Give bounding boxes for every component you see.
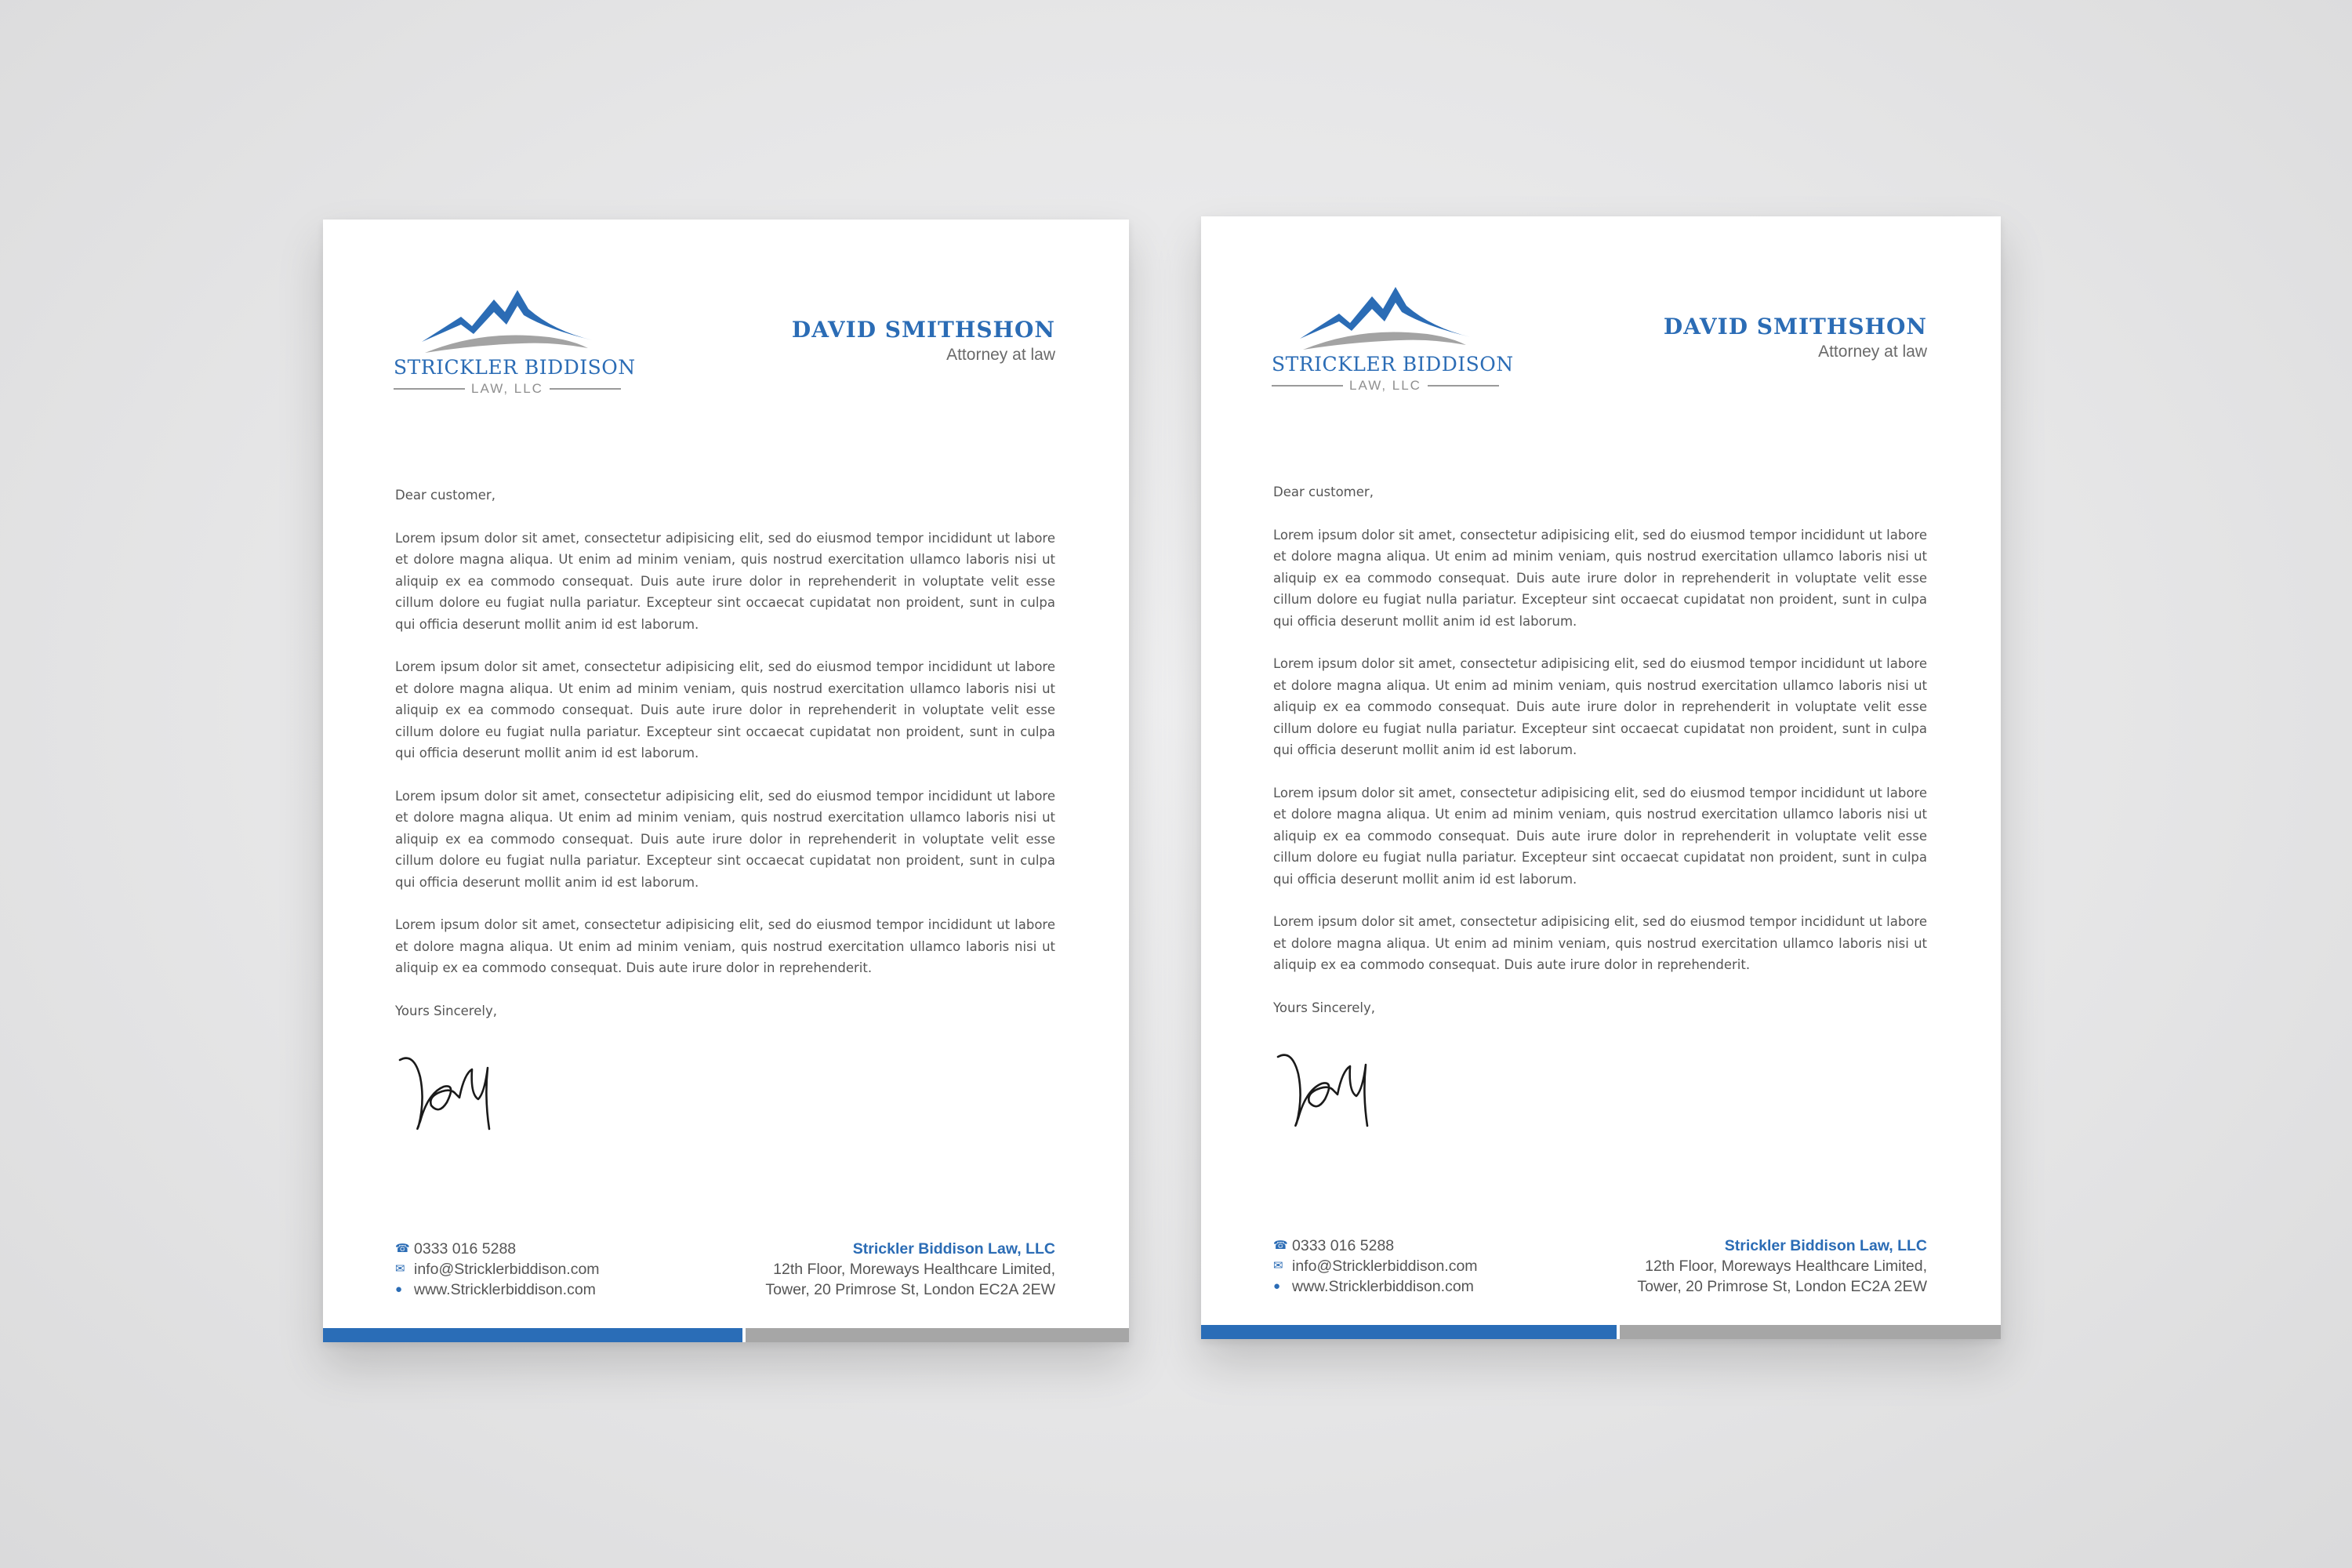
footer-bar-blue [1201, 1325, 1617, 1339]
letterhead-sheet-back [1201, 216, 2001, 1339]
logo-firm-name: STRICKLER BIDDISON [394, 356, 636, 379]
firm-logo [394, 285, 636, 396]
attorney-title: Attorney at law [1818, 343, 1927, 361]
logo-firm-subtitle [394, 381, 621, 397]
letter-paragraph: Lorem ipsum dolor sit amet, consectetur adipisicing elit, sed do eiusmod tempor incididunt ut labore et dolore magna aliqua. Ut enim ad minim veniam, quis nostrud exercitation ullamco laboris nisi ut aliquip ex ea commodo consequat. Duis aute irure dolor in reprehenderit in voluptate velit esse cillum dolore eu fugiat nulla pariatur. Excepteur sint occaecat cupidatat non proident, sunt in culpa qui officia deserunt mollit anim id est laborum. [1273, 527, 1927, 629]
letter-body [1273, 481, 1927, 1040]
footer-firm-name: Strickler Biddison Law, LLC [1724, 1237, 1927, 1254]
footer-address [1637, 1236, 1927, 1297]
letterhead-sheet-front [323, 220, 1129, 1342]
contact-phone [395, 1239, 600, 1259]
logo-firm-name: STRICKLER BIDDISON [1272, 353, 1514, 376]
letter-closing: Yours Sincerely, [395, 1003, 497, 1018]
signature [397, 1051, 499, 1141]
letter-greeting: Dear customer, [1273, 485, 1374, 499]
letterhead-header [1664, 314, 1927, 361]
letter-paragraph: Lorem ipsum dolor sit amet, consectetur adipisicing elit, sed do eiusmod tempor incididunt ut labore et dolore magna aliqua. Ut enim ad minim veniam, quis nostrud exercitation ullamco laboris nisi ut aliquip ex ea commodo consequat. Duis aute irure dolor in reprehenderit in voluptate velit esse cillum dolore eu fugiat nulla pariatur. Excepteur sint occaecat cupidatat non proident, sunt in culpa qui officia deserunt mollit anim id est laborum. [395, 788, 1055, 890]
letter-closing: Yours Sincerely, [1273, 1000, 1375, 1015]
phone-number: 0333 016 5288 [1292, 1237, 1395, 1254]
phone-number: 0333 016 5288 [414, 1240, 517, 1258]
letter-paragraph: Lorem ipsum dolor sit amet, consectetur adipisicing elit, sed do eiusmod tempor incididunt ut labore et dolore magna aliqua. Ut enim ad minim veniam, quis nostrud exercitation ullamco laboris nisi ut aliquip ex ea commodo consequat. Duis aute irure dolor in reprehenderit in voluptate velit esse cillum dolore eu fugiat nulla pariatur. Excepteur sint occaecat cupidatat non proident, sunt in culpa qui officia deserunt mollit anim id est laborum. [395, 659, 1055, 760]
footer-bar-grey [1620, 1325, 2001, 1339]
website-url: www.Stricklerbiddison.com [1292, 1278, 1474, 1295]
envelope-icon: ✉ [395, 1262, 405, 1276]
phone-icon: ☎ [1273, 1239, 1288, 1252]
contact-email [1273, 1256, 1478, 1276]
footer-contact [395, 1239, 600, 1300]
letter-paragraph: Lorem ipsum dolor sit amet, consectetur adipisicing elit, sed do eiusmod tempor incididunt ut labore et dolore magna aliqua. Ut enim ad minim veniam, quis nostrud exercitation ullamco laboris nisi ut aliquip ex ea commodo consequat. Duis aute irure dolor in reprehenderit. [1273, 914, 1927, 972]
address-line-1: 12th Floor, Moreways Healthcare Limited, [1645, 1258, 1927, 1275]
letter-body [395, 485, 1055, 1043]
letter-paragraph: Lorem ipsum dolor sit amet, consectetur adipisicing elit, sed do eiusmod tempor incididunt ut labore et dolore magna aliqua. Ut enim ad minim veniam, quis nostrud exercitation ullamco laboris nisi ut aliquip ex ea commodo consequat. Duis aute irure dolor in reprehenderit. [395, 917, 1055, 975]
firm-logo [1272, 282, 1514, 393]
mountain-logo-icon [1298, 282, 1472, 354]
envelope-icon: ✉ [1273, 1259, 1283, 1272]
footer-bar-blue [323, 1328, 742, 1342]
contact-email [395, 1259, 600, 1279]
letterhead-header [792, 317, 1055, 365]
mountain-logo-icon [420, 285, 594, 358]
letter-greeting: Dear customer, [395, 488, 495, 503]
letter-paragraph: Lorem ipsum dolor sit amet, consectetur adipisicing elit, sed do eiusmod tempor incididunt ut labore et dolore magna aliqua. Ut enim ad minim veniam, quis nostrud exercitation ullamco laboris nisi ut aliquip ex ea commodo consequat. Duis aute irure dolor in reprehenderit in voluptate velit esse cillum dolore eu fugiat nulla pariatur. Excepteur sint occaecat cupidatat non proident, sunt in culpa qui officia deserunt mollit anim id est laborum. [395, 530, 1055, 632]
footer-firm-name: Strickler Biddison Law, LLC [852, 1240, 1055, 1258]
logo-firm-subtitle [1272, 378, 1499, 394]
footer-address [765, 1239, 1055, 1300]
globe-icon: ● [395, 1283, 403, 1296]
phone-icon: ☎ [395, 1242, 410, 1255]
footer-bar-grey [746, 1328, 1129, 1342]
contact-website [395, 1279, 600, 1300]
email-address: info@Stricklerbiddison.com [414, 1261, 600, 1278]
website-url: www.Stricklerbiddison.com [414, 1281, 596, 1298]
attorney-name: DAVID SMITHSHON [791, 317, 1055, 343]
signature [1275, 1047, 1377, 1138]
address-line-2: Tower, 20 Primrose St, London EC2A 2EW [1637, 1278, 1927, 1295]
footer-contact [1273, 1236, 1478, 1297]
letter-paragraph: Lorem ipsum dolor sit amet, consectetur adipisicing elit, sed do eiusmod tempor incididunt ut labore et dolore magna aliqua. Ut enim ad minim veniam, quis nostrud exercitation ullamco laboris nisi ut aliquip ex ea commodo consequat. Duis aute irure dolor in reprehenderit in voluptate velit esse cillum dolore eu fugiat nulla pariatur. Excepteur sint occaecat cupidatat non proident, sunt in culpa qui officia deserunt mollit anim id est laborum. [1273, 656, 1927, 757]
letter-paragraph: Lorem ipsum dolor sit amet, consectetur adipisicing elit, sed do eiusmod tempor incididunt ut labore et dolore magna aliqua. Ut enim ad minim veniam, quis nostrud exercitation ullamco laboris nisi ut aliquip ex ea commodo consequat. Duis aute irure dolor in reprehenderit in voluptate velit esse cillum dolore eu fugiat nulla pariatur. Excepteur sint occaecat cupidatat non proident, sunt in culpa qui officia deserunt mollit anim id est laborum. [1273, 785, 1927, 887]
email-address: info@Stricklerbiddison.com [1292, 1258, 1478, 1275]
attorney-title: Attorney at law [946, 346, 1055, 364]
globe-icon: ● [1273, 1279, 1281, 1293]
contact-website [1273, 1276, 1478, 1297]
logo-sub-text: LAW, LLC [471, 381, 543, 396]
logo-sub-text: LAW, LLC [1349, 378, 1421, 393]
contact-phone [1273, 1236, 1478, 1256]
attorney-name: DAVID SMITHSHON [1663, 314, 1927, 339]
address-line-2: Tower, 20 Primrose St, London EC2A 2EW [765, 1281, 1055, 1298]
address-line-1: 12th Floor, Moreways Healthcare Limited, [773, 1261, 1055, 1278]
